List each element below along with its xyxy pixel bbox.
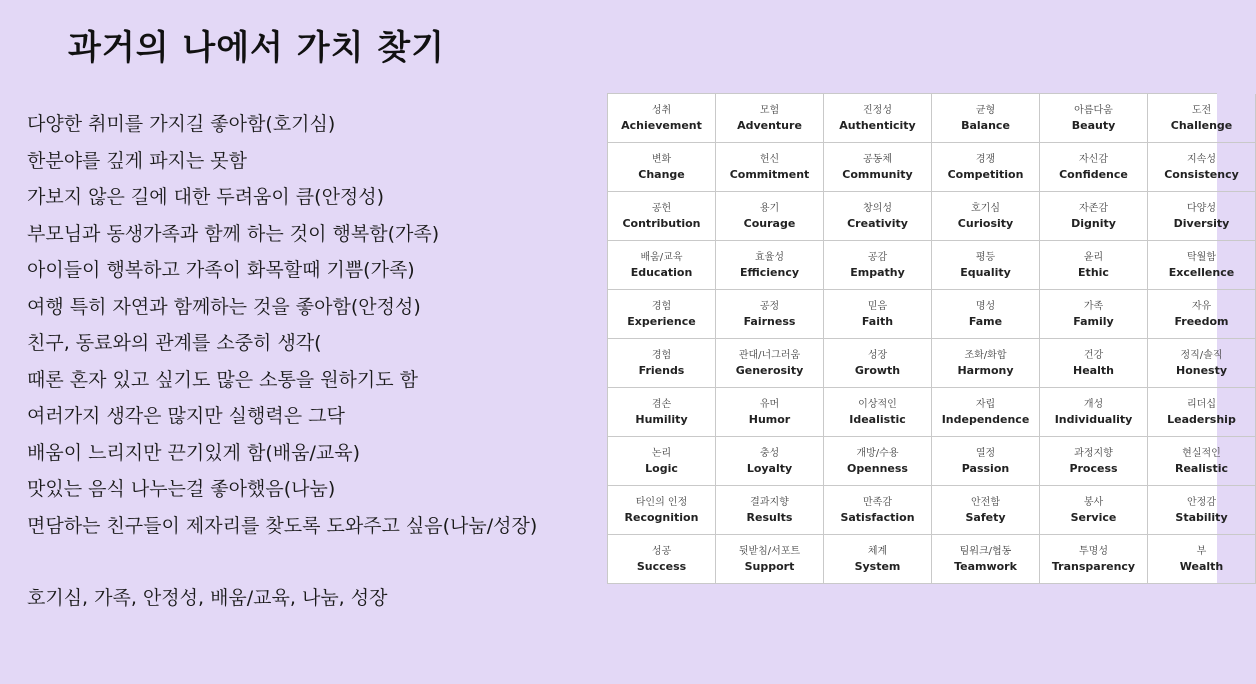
value-cell — [1040, 339, 1148, 388]
value-english: Results — [746, 510, 793, 524]
value-english: Leadership — [1167, 412, 1236, 426]
value-cell — [824, 143, 932, 192]
value-english: Courage — [743, 216, 796, 230]
value-korean: 가족 — [1083, 300, 1104, 312]
value-korean: 진정성 — [863, 104, 892, 116]
note-line: 맛있는 음식 나누는걸 좋아했음(나눔) — [27, 478, 336, 500]
value-english: Education — [630, 265, 693, 279]
value-cell — [608, 388, 716, 437]
value-cell — [716, 535, 824, 584]
value-korean: 결과지향 — [750, 496, 789, 508]
note-line: 다양한 취미를 가지길 좋아함(호기심) — [27, 113, 336, 135]
value-cell — [824, 486, 932, 535]
value-english: Curiosity — [957, 216, 1014, 230]
value-korean: 효율성 — [755, 251, 784, 263]
value-korean: 투명성 — [1079, 545, 1108, 557]
value-cell — [824, 535, 932, 584]
value-english: Safety — [965, 510, 1006, 524]
value-english: Ethic — [1078, 265, 1109, 279]
value-korean: 윤리 — [1083, 251, 1104, 263]
value-cell — [1040, 241, 1148, 290]
value-english: Generosity — [735, 363, 804, 377]
value-cell — [1148, 290, 1256, 339]
value-korean: 체계 — [867, 545, 888, 557]
value-korean: 타인의 인정 — [635, 496, 688, 508]
value-cell — [932, 486, 1040, 535]
value-cell — [608, 437, 716, 486]
value-korean: 아름다움 — [1074, 104, 1113, 116]
value-cell — [824, 388, 932, 437]
value-english: Humility — [635, 412, 688, 426]
value-cell — [1148, 143, 1256, 192]
value-korean: 경험 — [651, 349, 672, 361]
value-cell — [824, 192, 932, 241]
note-line: 부모님과 동생가족과 함께 하는 것이 행복함(가족) — [27, 222, 440, 245]
value-cell — [1148, 535, 1256, 584]
value-cell — [608, 192, 716, 241]
value-cell — [1040, 143, 1148, 192]
value-english: Consistency — [1164, 167, 1239, 181]
value-cell — [932, 94, 1040, 143]
value-korean: 조화/화합 — [964, 349, 1007, 361]
value-english: Wealth — [1179, 559, 1224, 573]
value-korean: 변화 — [651, 153, 672, 165]
value-korean: 균형 — [975, 104, 996, 116]
value-english: Creativity — [847, 216, 908, 230]
value-cell — [716, 94, 824, 143]
values-summary: 호기심, 가족, 안정성, 배움/교육, 나눔, 성장 — [27, 587, 388, 609]
value-korean: 부 — [1196, 545, 1207, 557]
value-english: Adventure — [737, 118, 802, 132]
value-english: Realistic — [1175, 461, 1228, 475]
value-english: Growth — [854, 363, 901, 377]
value-english: Satisfaction — [840, 510, 915, 524]
value-english: Competition — [947, 167, 1024, 181]
value-english: Freedom — [1174, 314, 1229, 328]
value-english: Empathy — [850, 265, 905, 279]
value-english: Independence — [941, 412, 1030, 426]
value-cell — [1040, 535, 1148, 584]
value-korean: 공헌 — [651, 202, 672, 214]
value-english: Health — [1073, 363, 1114, 377]
value-cell — [1040, 290, 1148, 339]
value-cell — [608, 94, 716, 143]
value-english: Recognition — [624, 510, 699, 524]
value-cell — [932, 437, 1040, 486]
value-english: Honesty — [1175, 363, 1228, 377]
value-english: Contribution — [622, 216, 701, 230]
value-cell — [1040, 94, 1148, 143]
note-line: 친구, 동료와의 관계를 소중히 생각( — [27, 332, 322, 354]
value-korean: 성장 — [867, 349, 888, 361]
value-english: Service — [1070, 510, 1117, 524]
value-cell — [1148, 94, 1256, 143]
note-line: 면담하는 친구들이 제자리를 찾도록 도와주고 싶음(나눔/성장) — [27, 514, 538, 537]
value-korean: 공정 — [759, 300, 780, 312]
value-cell — [716, 388, 824, 437]
note-line: 배움이 느리지만 끈기있게 함(배움/교육) — [27, 441, 361, 464]
value-cell — [716, 241, 824, 290]
note-line: 여러가지 생각은 많지만 실행력은 그닥 — [27, 405, 345, 427]
value-english: Diversity — [1173, 216, 1230, 230]
value-korean: 믿음 — [867, 300, 888, 312]
note-line: 아이들이 행복하고 가족이 화목할때 기쁨(가족) — [27, 259, 415, 281]
note-line: 가보지 않은 길에 대한 두려움이 큼(안정성) — [27, 186, 385, 208]
value-korean: 창의성 — [863, 202, 892, 214]
value-english: Change — [638, 167, 685, 181]
value-korean: 충성 — [759, 447, 780, 459]
value-korean: 평등 — [975, 251, 996, 263]
value-korean: 모험 — [759, 104, 780, 116]
value-cell — [716, 339, 824, 388]
value-english: Support — [744, 559, 795, 573]
value-korean: 안정감 — [1187, 496, 1216, 508]
value-cell — [824, 290, 932, 339]
value-cell — [932, 535, 1040, 584]
value-english: Balance — [961, 118, 1010, 132]
value-cell — [824, 437, 932, 486]
value-korean: 유머 — [759, 398, 780, 410]
value-korean: 호기심 — [971, 202, 1000, 214]
value-cell — [1040, 486, 1148, 535]
value-cell — [1148, 241, 1256, 290]
value-cell — [932, 143, 1040, 192]
value-korean: 경험 — [651, 300, 672, 312]
value-korean: 자신감 — [1079, 153, 1108, 165]
value-cell — [1148, 339, 1256, 388]
value-english: Beauty — [1071, 118, 1116, 132]
value-english: Fairness — [743, 314, 796, 328]
page-title: 과거의 나에서 가치 찾기 — [68, 28, 445, 68]
value-korean: 공감 — [867, 251, 888, 263]
reflection-notes — [27, 108, 537, 546]
value-cell — [716, 486, 824, 535]
value-korean: 성공 — [651, 545, 672, 557]
value-english: Harmony — [957, 363, 1014, 377]
value-english: Success — [636, 559, 687, 573]
value-english: Challenge — [1170, 118, 1233, 132]
value-korean: 자립 — [975, 398, 996, 410]
value-cell — [1148, 437, 1256, 486]
value-korean: 용기 — [759, 202, 780, 214]
value-english: Commitment — [729, 167, 810, 181]
value-korean: 자유 — [1191, 300, 1212, 312]
value-cell — [932, 192, 1040, 241]
value-english: Stability — [1175, 510, 1228, 524]
values-grid — [608, 94, 1256, 584]
value-cell — [716, 192, 824, 241]
value-korean: 정직/솔직 — [1180, 349, 1223, 361]
value-english: Efficiency — [739, 265, 800, 279]
value-korean: 논리 — [651, 447, 672, 459]
value-cell — [824, 94, 932, 143]
value-english: Humor — [748, 412, 791, 426]
value-korean: 과정지향 — [1074, 447, 1113, 459]
value-korean: 개성 — [1083, 398, 1104, 410]
value-cell — [1148, 388, 1256, 437]
value-cell — [1148, 486, 1256, 535]
value-korean: 탁월함 — [1187, 251, 1216, 263]
value-korean: 명성 — [975, 300, 996, 312]
value-cell — [932, 388, 1040, 437]
value-english: Openness — [847, 461, 908, 475]
value-cell — [608, 241, 716, 290]
value-korean: 공동체 — [863, 153, 892, 165]
value-korean: 이상적인 — [858, 398, 897, 410]
value-cell — [608, 486, 716, 535]
value-english: Family — [1073, 314, 1114, 328]
value-cell — [608, 535, 716, 584]
value-korean: 열정 — [975, 447, 996, 459]
value-english: Community — [842, 167, 913, 181]
value-english: Dignity — [1071, 216, 1116, 230]
value-english: Process — [1069, 461, 1118, 475]
value-english: Transparency — [1051, 559, 1136, 573]
value-english: System — [854, 559, 901, 573]
value-english: Individuality — [1054, 412, 1133, 426]
value-cell — [1148, 192, 1256, 241]
value-english: Teamwork — [954, 559, 1017, 573]
value-korean: 건강 — [1083, 349, 1104, 361]
value-english: Excellence — [1168, 265, 1235, 279]
value-english: Passion — [961, 461, 1010, 475]
value-korean: 뒷받침/서포트 — [738, 545, 801, 557]
value-english: Confidence — [1059, 167, 1128, 181]
value-korean: 성취 — [651, 104, 672, 116]
value-english: Fame — [968, 314, 1003, 328]
value-korean: 다양성 — [1187, 202, 1216, 214]
value-cell — [716, 143, 824, 192]
value-english: Authenticity — [839, 118, 916, 132]
value-korean: 안전함 — [971, 496, 1000, 508]
value-korean: 현실적인 — [1182, 447, 1221, 459]
value-cell — [716, 437, 824, 486]
value-english: Loyalty — [746, 461, 793, 475]
note-line: 때론 혼자 있고 싶기도 많은 소통을 원하기도 함 — [27, 368, 419, 391]
value-korean: 도전 — [1191, 104, 1212, 116]
value-english: Friends — [638, 363, 685, 377]
value-korean: 리더십 — [1187, 398, 1216, 410]
value-korean: 경쟁 — [975, 153, 996, 165]
value-cell — [932, 339, 1040, 388]
value-english: Achievement — [621, 118, 702, 132]
value-cell — [1040, 388, 1148, 437]
value-english: Equality — [960, 265, 1011, 279]
value-cell — [824, 339, 932, 388]
value-english: Experience — [627, 314, 696, 328]
note-line: 한분야를 깊게 파지는 못함 — [27, 149, 248, 172]
value-korean: 배움/교육 — [640, 251, 683, 263]
value-cell — [1040, 437, 1148, 486]
value-cell — [1040, 192, 1148, 241]
value-korean: 개방/수용 — [856, 447, 899, 459]
value-english: Idealistic — [849, 412, 906, 426]
values-table-image — [607, 93, 1239, 584]
value-cell — [608, 339, 716, 388]
value-korean: 봉사 — [1083, 496, 1104, 508]
value-korean: 관대/너그러움 — [738, 349, 801, 361]
value-cell — [932, 290, 1040, 339]
value-cell — [716, 290, 824, 339]
value-korean: 자존감 — [1079, 202, 1108, 214]
value-english: Faith — [861, 314, 894, 328]
value-cell — [608, 143, 716, 192]
value-english: Logic — [645, 461, 678, 475]
value-korean: 헌신 — [759, 153, 780, 165]
value-korean: 지속성 — [1187, 153, 1216, 165]
value-cell — [932, 241, 1040, 290]
value-korean: 만족감 — [863, 496, 892, 508]
value-cell — [824, 241, 932, 290]
note-line: 여행 특히 자연과 함께하는 것을 좋아함(안정성) — [27, 295, 421, 318]
value-korean: 겸손 — [651, 398, 672, 410]
value-korean: 팀워크/협동 — [959, 545, 1012, 557]
value-cell — [608, 290, 716, 339]
